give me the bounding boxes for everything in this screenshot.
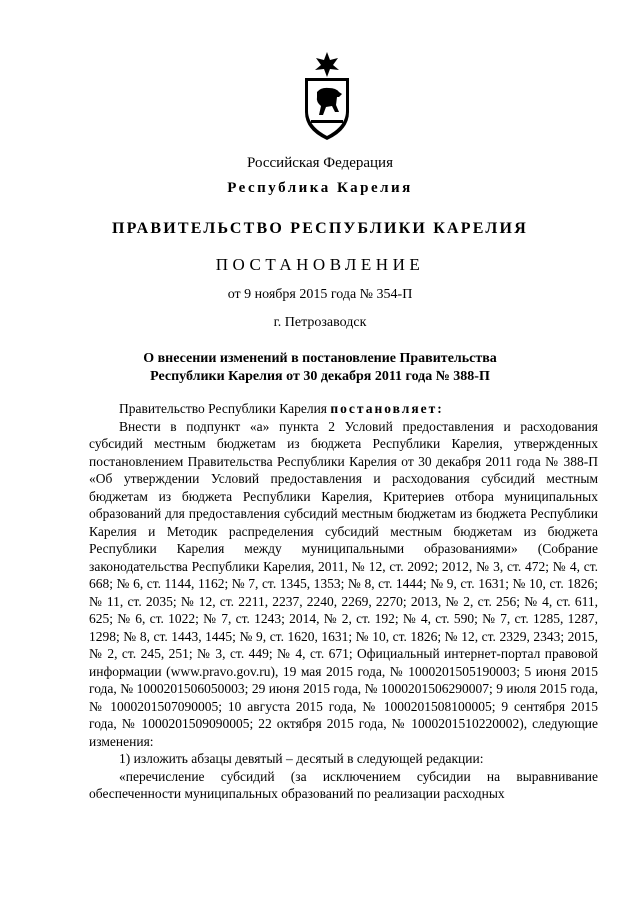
paragraph-quote: «перечисление субсидий (за исключением субсидии на выравнивание обеспеченности муниципальных образований по реализации расходных <box>89 768 598 801</box>
government-name: ПРАВИТЕЛЬСТВО РЕСПУБЛИКИ КАРЕЛИЯ <box>112 220 528 237</box>
document-title <box>0 350 640 386</box>
intro-resolves: постановляет: <box>330 401 444 416</box>
country-name: Российская Федерация <box>247 155 393 171</box>
title-line-1: О внесении изменений в постановление Правительства <box>143 351 497 366</box>
document-body <box>89 400 598 803</box>
title-line-2: Республики Карелия от 30 декабря 2011 года № 388-П <box>150 369 490 384</box>
karelia-coat-of-arms-icon <box>299 50 355 142</box>
paragraph-main: Внести в подпункт «а» пункта 2 Условий предоставления и расходования субсидий местным бюджетам из бюджета Республики Карелия, утвержденных постановлением Правительства Республики Карелия от 30 декабря 2011 года № 388-П «Об утверждении Условий предоставления и расходования субсидий местным бюджетам из бюджета Республики Карелия, Критериев отбора муниципальных образований для предоставления субсидий местным бюджетам из бюджета Республики Карелия и Методик распределения субсидий местным бюджетам из бюджета Республики Карелия между муниципальными образованиями» (Собрание законодательства Республики Карелия, 2011, № 12, ст. 2092; 2012, № 3, ст. 472; № 4, ст. 668; № 6, ст. 1144, 1162; № 7, ст. 1345, 1353; № 8, ст. 1444; № 9, ст. 1631; № 10, ст. 1826; № 11, ст. 2035; № 12, ст. 2211, 2237, 2240, 2269, 2270; 2013, № 2, ст. 256; № 4, ст. 611, 625; № 6, ст. 1022; № 7, ст. 1243; 2014, № 2, ст. 192; № 4, ст. 590; № 7, ст. 1285, 1287, 1298; № 8, ст. 1443, 1445; № 9, ст. 1620, 1631; № 10, ст. 1826; № 12, ст. 2329, 2343; 2015, № 2, ст. 245, 251; № 3, ст. 449; № 4, ст. 671; Официальный интернет-портал правовой информации (www.pravo.gov.ru), 19 мая 2015 года, № 1000201505190003; 5 июня 2015 года, № 1000201506050003; 29 июня 2015 года, № 1000201506290007; 9 июля 2015 года, № 1000201507090005; 10 августа 2015 года, № 1000201508100005; 9 сентября 2015 года, № 1000201509090005; 22 октября 2015 года, № 1000201510220002), следующие изменения: <box>89 418 598 749</box>
document-type: ПОСТАНОВЛЕНИЕ <box>215 255 425 274</box>
document-date: от 9 ноября 2015 года № 354-П <box>227 287 413 302</box>
intro-text: Правительство Республики Карелия <box>119 401 331 416</box>
intro-paragraph <box>89 400 598 418</box>
paragraph-item-1: 1) изложить абзацы девятый – десятый в следующей редакции: <box>119 751 484 766</box>
republic-name: Республика Карелия <box>227 180 413 196</box>
document-city: г. Петрозаводск <box>273 315 367 330</box>
